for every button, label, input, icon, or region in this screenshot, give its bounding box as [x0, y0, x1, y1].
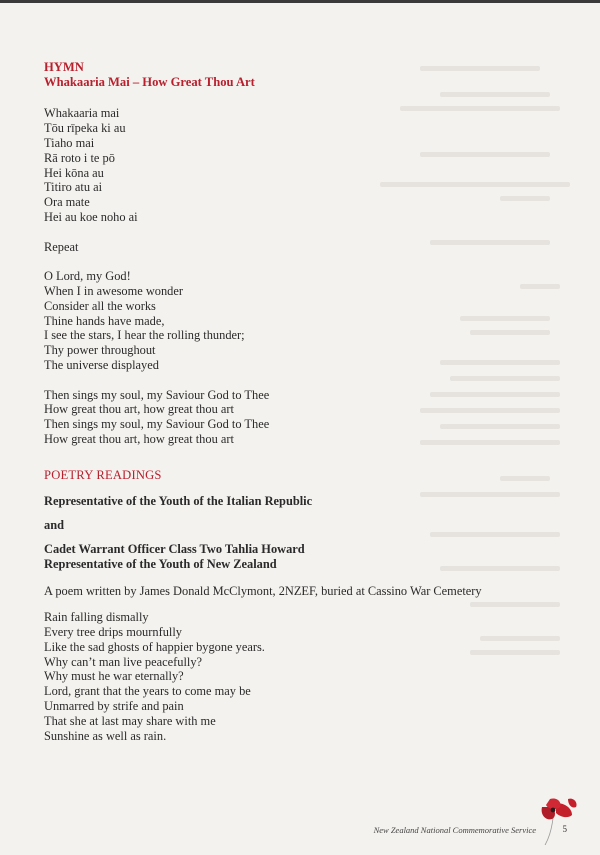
poem [44, 610, 564, 743]
hymn-english-verse [44, 269, 564, 373]
reader-italy: Representative of the Youth of the Italian Republic [44, 494, 313, 509]
page-content [44, 60, 564, 743]
chorus-line: How great thou art, how great thou art [44, 431, 234, 446]
poem-line: Unmarred by strife and pain [44, 699, 184, 714]
chorus-line: Then sings my soul, my Saviour God to Thee [44, 417, 270, 432]
verse-line: Ora mate [44, 195, 90, 210]
verse-line: Thy power throughout [44, 343, 156, 358]
verse-line: Whakaaria mai [44, 106, 120, 121]
hymn-chorus [44, 388, 564, 447]
chorus-line: Then sings my soul, my Saviour God to Thee [44, 387, 270, 402]
poem-line: Like the sad ghosts of happier bygone years. [44, 639, 265, 654]
hymn-title: Whakaaria Mai – How Great Thou Art [44, 74, 255, 89]
footer-title: New Zealand National Commemorative Service [373, 825, 536, 835]
top-border [0, 0, 600, 3]
poem-line: Why can’t man live peacefully? [44, 654, 203, 669]
verse-line: Tōu rīpeka ki au [44, 121, 126, 136]
verse-line: O Lord, my God! [44, 269, 131, 284]
verse-line: Rā roto i te pō [44, 150, 115, 165]
verse-line: Hei au koe noho ai [44, 209, 138, 224]
poem-line: Lord, grant that the years to come may be [44, 684, 251, 699]
verse-line: Hei kōna au [44, 165, 104, 180]
and-text: and [44, 518, 64, 533]
verse-line: When I in awesome wonder [44, 283, 184, 298]
hymn-maori-verse [44, 106, 564, 224]
page-number: 5 [562, 824, 567, 834]
chorus-line: How great thou art, how great thou art [44, 402, 234, 417]
poem-line: That she at last may share with me [44, 713, 216, 728]
repeat-note: Repeat [44, 239, 79, 254]
poem-line: Every tree drips mournfully [44, 625, 182, 640]
verse-line: Thine hands have made, [44, 313, 165, 328]
reader-nz-name: Cadet Warrant Officer Class Two Tahlia Howard [44, 541, 305, 556]
verse-line: I see the stars, I hear the rolling thunder; [44, 328, 245, 343]
verse-line: Titiro atu ai [44, 180, 103, 195]
verse-line: The universe displayed [44, 357, 159, 372]
poem-line: Why must he war eternally? [44, 669, 184, 684]
hymn-label: HYMN [44, 60, 84, 74]
verse-line: Tiaho mai [44, 135, 95, 150]
poetry-heading: POETRY READINGS [44, 467, 162, 482]
poem-line: Rain falling dismally [44, 610, 149, 625]
page-footer [340, 822, 590, 842]
reader-nz-role: Representative of the Youth of New Zealand [44, 556, 277, 571]
poem-intro: A poem written by James Donald McClymont, 2NZEF, buried at Cassino War Cemetery [44, 583, 482, 598]
verse-line: Consider all the works [44, 298, 156, 313]
poem-line: Sunshine as well as rain. [44, 728, 167, 743]
